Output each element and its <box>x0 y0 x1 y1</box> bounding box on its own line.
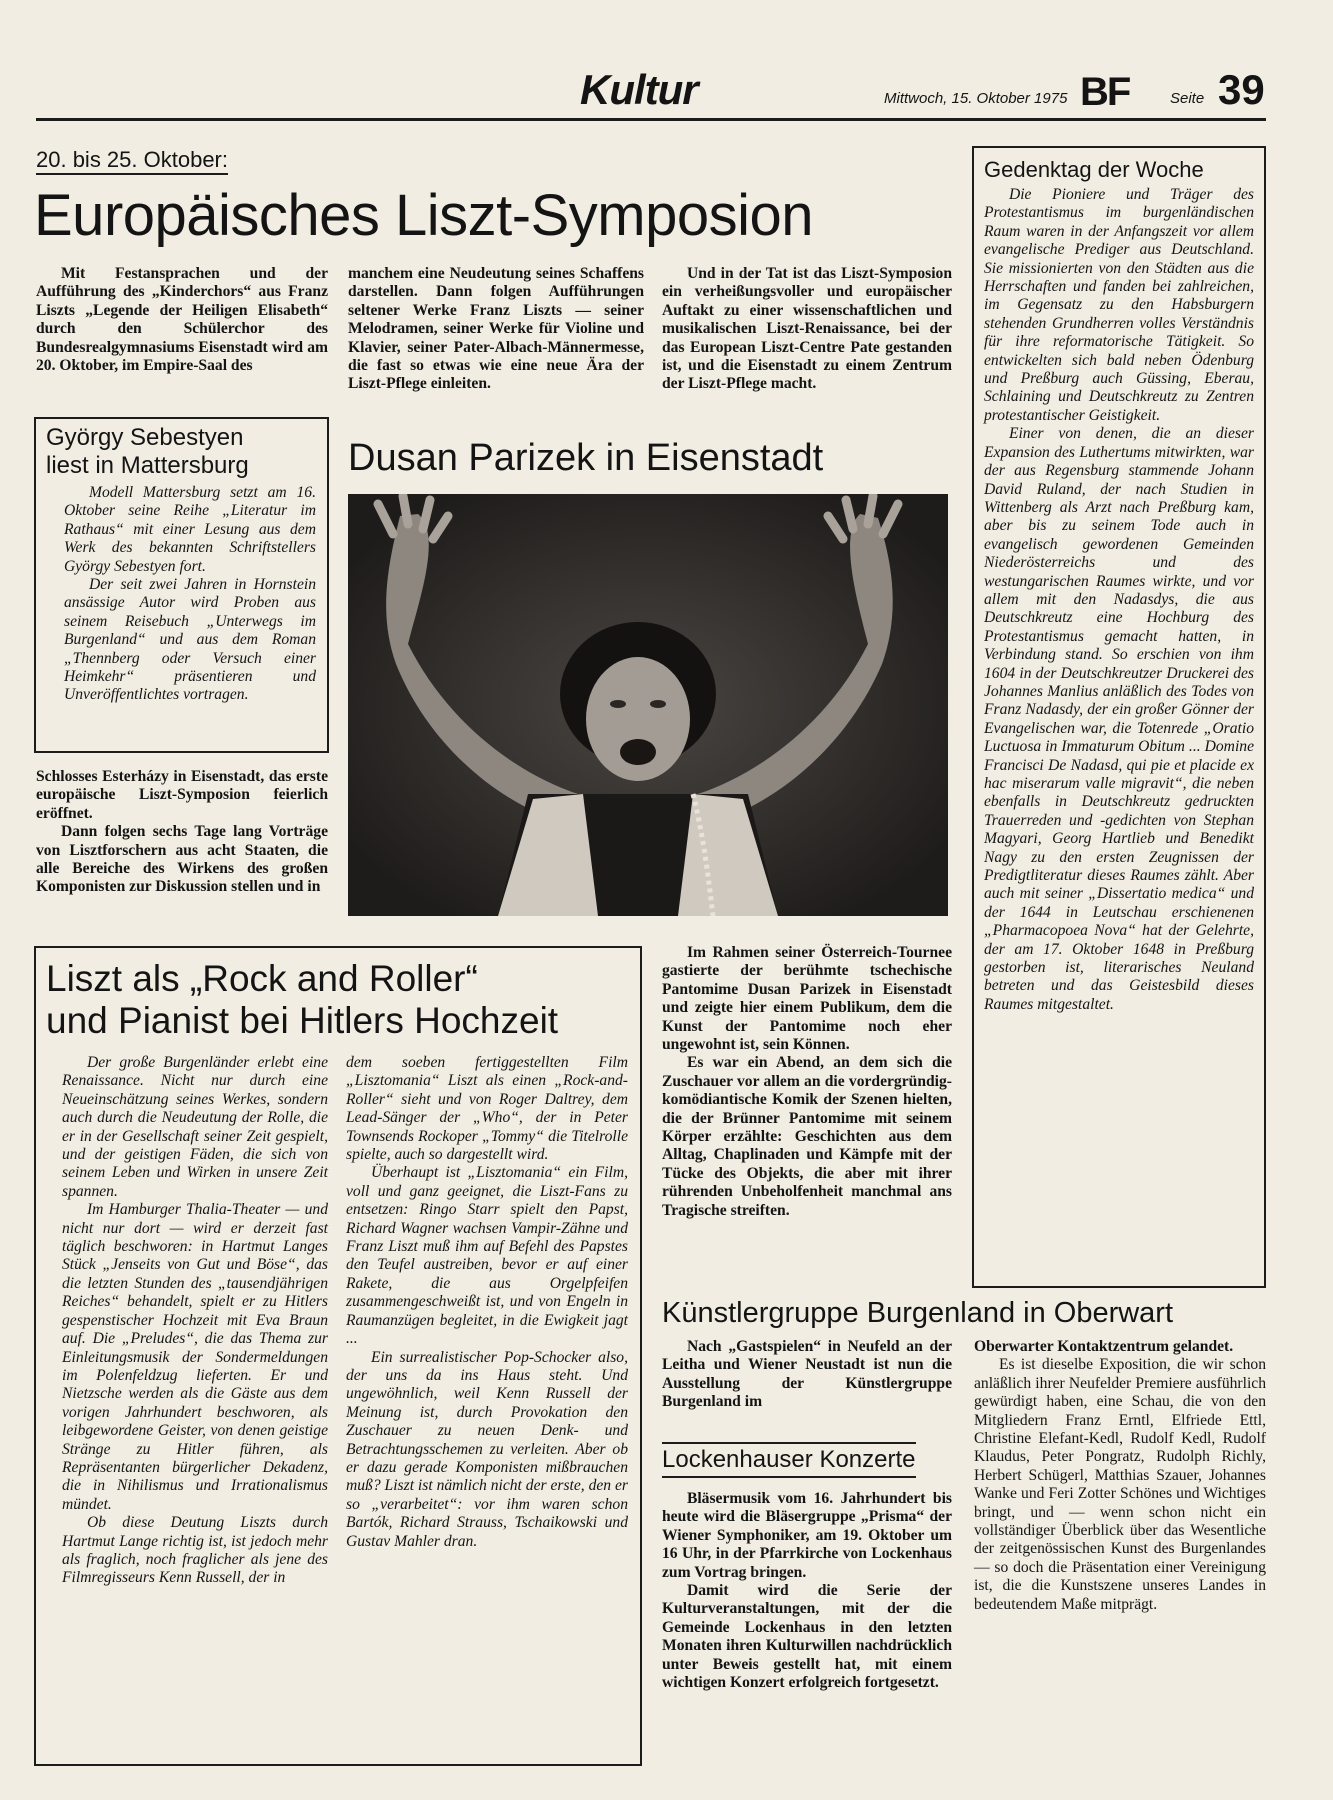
issue-date: Mittwoch, 15. Oktober 1975 <box>884 90 1068 107</box>
liszt-rock-col2 <box>346 1054 628 1551</box>
lead-col2-text: manchem eine Neudeutung seines Schaffens darstellen. Dann folgen Aufführungen seltener Werke Franz Liszts — seiner Melodramen, seiner Werke für Violine und Klavier, seiner Pater-Albach-Männermesse, die fast so etwas wie eine neue Ära der Liszt-Pflege einleiten. <box>348 265 644 393</box>
kuenstler-col2 <box>974 1338 1266 1614</box>
gedenktag-p2: Einer von denen, die an dieser Expansion des Luthertums mitwirkten, war der aus Regensburg stammende Johann David Ruland, der nach Studien in Wittenberg als Arzt nach Preßburg kam, aber bis zu seinem Tode auch in evangelisch gewordenen Gemeinden Niederösterreichs und des westungarischen Raumes wirkte, und vor allem mit den Nadasdys, die aus Deutschkreutz eine Hochburg des Protestantismus gemacht hatten, in Verbindung stand. So erschien von ihm 1604 in der Deutschkreutzer Druckerei des Johannes Manlius anläßlich des Todes von Franz Nadasdy, der ein großer Gönner der Evangelischen war, die Totenrede „Oratio Luctuosa in Immaturum Obitum ... Domine Francisci De Nadasd, qui pie et placide ex hac miserarum valle migravit“, die neben ebenfalls in Deutschkreutz gedruckten Trauerreden und -gedichten von Stephan Magyari, Georg Hartlieb und Benedikt Nagy zu den ersten Zeugnissen der Predigtliteratur dieses Raumes zählt. Aber auch mit seiner „Dissertatio medica“ und der 1644 in Leutschau erschienenen „Pharmacopoea Nova“ hat der Gelehrte, der am 17. Oktober 1648 in Preßburg gestorben ist, literarisches Neuland betreten und das Geistesbild dieses Raumes mitgestaltet. <box>984 425 1254 1013</box>
gedenktag-headline: Gedenktag der Woche <box>984 157 1204 182</box>
lead-col1-cont-p2: Dann folgen sechs Tage lang Vorträge von Lisztforschern aus acht Staaten, die alle Bereiche des Wirkens des großen Komponisten zur Diskussion stellen und in <box>36 823 328 896</box>
kuenstler-col1 <box>662 1338 952 1412</box>
lockenhaus-p1: Bläsermusik vom 16. Jahrhundert bis heute wird die Bläsergruppe „Prisma“ der Wiener Symphoniker, am 19. Oktober um 16 Uhr, in der Pfarrkirche von Lockenhaus zum Vortrag bringen. <box>662 1490 952 1581</box>
lockenhaus-headline: Lockenhauser Konzerte <box>662 1442 916 1478</box>
parizek-photo <box>348 494 948 916</box>
gedenktag-p1: Die Pioniere und Träger des Protestantismus im burgenländischen Raum waren in der Anfangszeit vor allem evangelische Prediger aus Deutschland. Sie missionierten von den Städten aus die Herrschaften und fanden bei zahlreichen, im Gegensatz zu den Habsburgern stehenden Grundherren volles Verständnis für ihre reformatorische Tätigkeit. So entwickelten sich bald neben Ödenburg und Preßburg auch Güssing, Eberau, Schlaining und Deutschkreutz zu Zentren protestantischer Geistigkeit. <box>984 186 1254 424</box>
lead-col1-continued <box>36 768 328 897</box>
liszt-rock-col2-p2: Überhaupt ist „Lisztomania“ ein Film, voll und ganz geeignet, die Liszt-Fans zu entsetzen: Ringo Starr spielt den Papst, Richard Wagner wachsen Vampir-Zähne und Franz Liszt muß ihm auf Befehl des Papstes den Teufel austreiben, bevor er auf einer Rakete, die aus Orgelpfeifen zusammengeschweißt ist, und von Engeln in Raumanzügen begleitet, in die Ewigkeit jagt ... <box>346 1164 628 1348</box>
header-rule <box>36 118 1266 121</box>
lead-col3-text: Und in der Tat ist das Liszt-Symposion ein verheißungsvoller und europäischer Auftakt zu einer wissenschaftlichen und musikalischen Liszt-Renaissance, bei der das European Liszt-Centre Pate gestanden ist, und die Eisenstadt zu einem Zentrum der Liszt-Pflege macht. <box>662 265 952 393</box>
liszt-rock-col1-p3: Ob diese Deutung Liszts durch Hartmut Lange richtig ist, ist jedoch mehr als fraglich, noch fraglicher als jene des Filmregisseurs Kenn Russell, der in <box>62 1514 328 1587</box>
parizek-headline: Dusan Parizek in Eisenstadt <box>348 437 824 479</box>
pantomime-photo-illustration <box>348 494 948 916</box>
newspaper-logo: BF <box>1080 70 1130 114</box>
kuenstler-col2-text: Es ist dieselbe Exposition, die wir schon anläßlich ihrer Neufelder Premiere ausführlich gewürdigt haben, eine Schau, die von den Mitgliedern Franz Erntl, Elfriede Ettl, Christine Elefant-Kedl, Rudolf Kedl, Rudolf Klaudus, Peter Pongratz, Rudolph Richly, Herbert Schügerl, Matthias Szauer, Johannes Wanke und Feri Zotter Schönes und Wichtiges bringt, und — wenn schon nicht ein vollständiger Überblick über das Wesentliche der zeitgenössischen Kunst des Burgenlandes — so doch die Präsentation einer Vereinigung ist, die die Kunstszene unseres Landes in bedeutendem Maße mitprägt. <box>974 1356 1266 1613</box>
sebestyen-body <box>64 484 316 705</box>
lead-col1-text: Mit Festansprachen und der Aufführung des „Kinderchors“ aus Franz Liszts „Legende der Heiligen Elisabeth“ durch den Schülerchor des Bundesrealgymnasiums Eisenstadt wird am 20. Oktober, im Empire-Saal des <box>36 265 328 375</box>
liszt-rock-headline <box>46 958 632 1042</box>
section-title: Kultur <box>580 66 698 113</box>
lead-kicker: 20. bis 25. Oktober: <box>36 147 228 175</box>
page-number: 39 <box>1218 66 1265 113</box>
parizek-p1: Im Rahmen seiner Österreich-Tournee gastierte der berühmte tschechische Pantomime Dusan Parizek in Eisenstadt und zeigte hier einem Publikum, dem die Kunst der Pantomime noch eher ungewohnt ist, sein Können. <box>662 944 952 1054</box>
lead-col3 <box>662 265 952 394</box>
lead-col1 <box>36 265 328 375</box>
liszt-rock-headline-line1: Liszt als „Rock and Roller“ <box>46 958 478 999</box>
liszt-rock-col1-p2: Im Hamburger Thalia-Theater — und nicht nur dort — wird er derzeit fast täglich beschworen: in Hartmut Langes Stück „Jenseits von Gut und Böse“, das die letzten Stunden des „tausendjährigen Reiches“ behandelt, spielt er zu Hitlers gespenstischer Hochzeit mit Eva Braun auf. Die „Preludes“, die das Thema zur Einleitungsmusik der Sondermeldungen im Polenfeldzug lieferten. Er und Nietzsche werden als die Gäste aus dem vorigen Jahrhundert beschworen, als leibgewordene Geister, von denen geistige Stränge zu Hitler führen, als Repräsentanten bürgerlicher Dekadenz, die in Nihilismus und Irrationalismus mündet. <box>62 1201 328 1513</box>
liszt-rock-col2-p3: Ein surrealistischer Pop-Schocker also, der uns da ins Haus steht. Und ungewöhnlich, weil Kenn Russell der Meinung ist, durch Provokation den Zuschauer zu neuen Denk- und Betrachtungsschemen zu verleiten. Aber ob er dazu gerade Komponisten mißbrauchen muß? Liszt ist nämlich nicht der erste, den er so „verarbeitet“: vor ihm waren schon Bartók, Richard Strauss, Tschaikowski und Gustav Mahler dran. <box>346 1348 628 1550</box>
gedenktag-body <box>984 186 1254 1014</box>
kuenstler-col1-text: Nach „Gastspielen“ in Neufeld an der Leitha und Wiener Neustadt ist nun die Ausstellung der Künstlergruppe Burgenland im <box>662 1338 952 1411</box>
lead-col1-cont-p1: Schlosses Esterházy in Eisenstadt, das erste europäische Liszt-Symposion feierlich eröffnet. <box>36 768 328 822</box>
lockenhaus-p2: Damit wird die Serie der Kulturveranstaltungen, mit der die Gemeinde Lockenhaus in den letzten Monaten ihren Kulturwillen nachdrücklich unter Beweis gestellt hat, mit einem wichtigen Konzert erfolgreich fortgesetzt. <box>662 1582 952 1692</box>
parizek-p2: Es war ein Abend, an dem sich die Zuschauer vor allem an die vordergründig-komödiantische Komik der Szenen hielten, die der Brünner Pantomime mit seinem Körper erzählte: Geschichten aus dem Alltag, Chaplinaden und Kämpfe mit der Tücke des Objekts, die aber mit ihrer rührenden Unbeholfenheit manchmal ans Tragische streiften. <box>662 1054 952 1219</box>
kuenstler-col2-lead: Oberwarter Kontaktzentrum gelandet. <box>974 1338 1234 1355</box>
sebestyen-p1: Modell Mattersburg setzt am 16. Oktober seine Reihe „Literatur im Rathaus“ mit einer Lesung aus dem Werk des bekannten Schriftstellers György Sebestyen fort. <box>64 484 316 575</box>
sebestyen-p2: Der seit zwei Jahren in Hornstein ansässige Autor wird Proben aus seinem Reisebuch „Unterwegs im Burgenland“ und aus dem Roman „Thennberg oder Versuch einer Heimkehr“ präsentieren und Unveröffentlichtes vortragen. <box>64 576 316 704</box>
parizek-body <box>662 944 952 1220</box>
liszt-rock-col1-p1: Der große Burgenländer erlebt eine Renaissance. Nicht nur durch eine Neueinschätzung seines Werkes, sondern auch durch die Neudeutung der Rolle, die er in der Gesellschaft seiner Zeit gespielt, und der geistigen Fäden, die sich von seinem Leben und Wirken in unsere Zeit spannen. <box>62 1054 328 1200</box>
lead-col2 <box>348 265 644 394</box>
liszt-rock-col2-p1: dem soeben fertiggestellten Film „Lisztomania“ Liszt als einen „Rock-and-Roller“ sieht und von Roger Daltrey, dem Lead-Sänger der „Who“, der in Peter Townsends Rockoper „Tommy“ die Titelrolle spielte, auch so dargestellt wird. <box>346 1054 628 1164</box>
lead-headline: Europäisches Liszt-Symposion <box>34 183 814 248</box>
sebestyen-headline: György Sebestyen liest in Mattersburg <box>46 424 249 479</box>
liszt-rock-col1 <box>62 1054 328 1588</box>
liszt-rock-headline-line2: und Pianist bei Hitlers Hochzeit <box>46 1000 559 1041</box>
kuenstler-headline: Künstlergruppe Burgenland in Oberwart <box>662 1297 1174 1329</box>
page-label: Seite <box>1170 90 1205 107</box>
lockenhaus-body <box>662 1490 952 1692</box>
